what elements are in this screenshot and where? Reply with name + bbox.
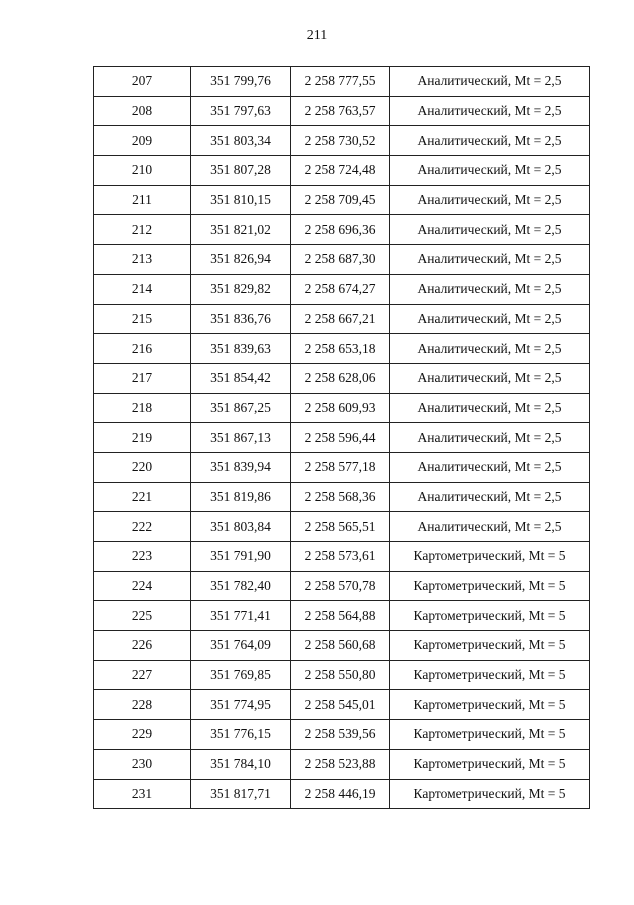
table-row	[94, 631, 590, 661]
y-coordinate-cell: 2 258 596,44	[291, 423, 390, 453]
y-coordinate-cell: 2 258 573,61	[291, 542, 390, 572]
table-row	[94, 363, 590, 393]
method-cell: Картометрический, Mt = 5	[390, 601, 590, 631]
method-cell: Аналитический, Mt = 2,5	[390, 393, 590, 423]
page-number: 211	[306, 28, 328, 43]
method-cell: Аналитический, Mt = 2,5	[390, 67, 590, 97]
point-number-cell: 225	[94, 601, 191, 631]
point-number-cell: 208	[94, 96, 191, 126]
y-coordinate-cell: 2 258 577,18	[291, 452, 390, 482]
x-coordinate-cell: 351 839,94	[191, 452, 291, 482]
x-coordinate-cell: 351 867,13	[191, 423, 291, 453]
x-coordinate-cell: 351 803,84	[191, 512, 291, 542]
y-coordinate-cell: 2 258 709,45	[291, 185, 390, 215]
y-coordinate-cell: 2 258 560,68	[291, 631, 390, 661]
method-cell: Аналитический, Mt = 2,5	[390, 96, 590, 126]
x-coordinate-cell: 351 819,86	[191, 482, 291, 512]
x-coordinate-cell: 351 836,76	[191, 304, 291, 334]
point-number-cell: 224	[94, 571, 191, 601]
method-cell: Картометрический, Mt = 5	[390, 631, 590, 661]
method-cell: Аналитический, Mt = 2,5	[390, 156, 590, 186]
x-coordinate-cell: 351 854,42	[191, 363, 291, 393]
y-coordinate-cell: 2 258 570,78	[291, 571, 390, 601]
method-cell: Аналитический, Mt = 2,5	[390, 126, 590, 156]
x-coordinate-cell: 351 769,85	[191, 660, 291, 690]
x-coordinate-cell: 351 839,63	[191, 334, 291, 364]
method-cell: Картометрический, Mt = 5	[390, 690, 590, 720]
y-coordinate-cell: 2 258 564,88	[291, 601, 390, 631]
method-cell: Аналитический, Mt = 2,5	[390, 482, 590, 512]
table-row	[94, 215, 590, 245]
y-coordinate-cell: 2 258 609,93	[291, 393, 390, 423]
table-row	[94, 423, 590, 453]
x-coordinate-cell: 351 797,63	[191, 96, 291, 126]
y-coordinate-cell: 2 258 550,80	[291, 660, 390, 690]
point-number-cell: 230	[94, 749, 191, 779]
x-coordinate-cell: 351 810,15	[191, 185, 291, 215]
x-coordinate-cell: 351 784,10	[191, 749, 291, 779]
method-cell: Картометрический, Mt = 5	[390, 571, 590, 601]
method-cell: Аналитический, Mt = 2,5	[390, 423, 590, 453]
y-coordinate-cell: 2 258 687,30	[291, 245, 390, 275]
table-row	[94, 245, 590, 275]
table-row	[94, 660, 590, 690]
point-number-cell: 217	[94, 363, 191, 393]
y-coordinate-cell: 2 258 446,19	[291, 779, 390, 809]
x-coordinate-cell: 351 764,09	[191, 631, 291, 661]
point-number-cell: 216	[94, 334, 191, 364]
table-row	[94, 482, 590, 512]
table-row	[94, 720, 590, 750]
method-cell: Аналитический, Mt = 2,5	[390, 334, 590, 364]
table-row	[94, 393, 590, 423]
point-number-cell: 221	[94, 482, 191, 512]
point-number-cell: 213	[94, 245, 191, 275]
table-row	[94, 779, 590, 809]
x-coordinate-cell: 351 817,71	[191, 779, 291, 809]
y-coordinate-cell: 2 258 674,27	[291, 274, 390, 304]
coordinates-table-body	[94, 67, 590, 809]
table-row	[94, 452, 590, 482]
method-cell: Аналитический, Mt = 2,5	[390, 512, 590, 542]
point-number-cell: 219	[94, 423, 191, 453]
y-coordinate-cell: 2 258 763,57	[291, 96, 390, 126]
x-coordinate-cell: 351 803,34	[191, 126, 291, 156]
y-coordinate-cell: 2 258 545,01	[291, 690, 390, 720]
x-coordinate-cell: 351 829,82	[191, 274, 291, 304]
x-coordinate-cell: 351 791,90	[191, 542, 291, 572]
table-row	[94, 690, 590, 720]
point-number-cell: 229	[94, 720, 191, 750]
table-row	[94, 542, 590, 572]
point-number-cell: 210	[94, 156, 191, 186]
point-number-cell: 227	[94, 660, 191, 690]
table-row	[94, 185, 590, 215]
point-number-cell: 226	[94, 631, 191, 661]
table-row	[94, 749, 590, 779]
method-cell: Картометрический, Mt = 5	[390, 660, 590, 690]
table-row	[94, 601, 590, 631]
x-coordinate-cell: 351 821,02	[191, 215, 291, 245]
method-cell: Картометрический, Mt = 5	[390, 779, 590, 809]
y-coordinate-cell: 2 258 730,52	[291, 126, 390, 156]
point-number-cell: 231	[94, 779, 191, 809]
y-coordinate-cell: 2 258 777,55	[291, 67, 390, 97]
x-coordinate-cell: 351 776,15	[191, 720, 291, 750]
point-number-cell: 212	[94, 215, 191, 245]
y-coordinate-cell: 2 258 724,48	[291, 156, 390, 186]
y-coordinate-cell: 2 258 568,36	[291, 482, 390, 512]
table-row	[94, 156, 590, 186]
point-number-cell: 211	[94, 185, 191, 215]
method-cell: Картометрический, Mt = 5	[390, 749, 590, 779]
x-coordinate-cell: 351 771,41	[191, 601, 291, 631]
x-coordinate-cell: 351 826,94	[191, 245, 291, 275]
point-number-cell: 209	[94, 126, 191, 156]
y-coordinate-cell: 2 258 667,21	[291, 304, 390, 334]
point-number-cell: 218	[94, 393, 191, 423]
method-cell: Аналитический, Mt = 2,5	[390, 363, 590, 393]
point-number-cell: 215	[94, 304, 191, 334]
table-row	[94, 571, 590, 601]
method-cell: Аналитический, Mt = 2,5	[390, 215, 590, 245]
table-row	[94, 304, 590, 334]
y-coordinate-cell: 2 258 523,88	[291, 749, 390, 779]
table-row	[94, 96, 590, 126]
point-number-cell: 228	[94, 690, 191, 720]
coordinates-table	[93, 66, 590, 809]
y-coordinate-cell: 2 258 653,18	[291, 334, 390, 364]
table-row	[94, 126, 590, 156]
y-coordinate-cell: 2 258 539,56	[291, 720, 390, 750]
method-cell: Картометрический, Mt = 5	[390, 542, 590, 572]
method-cell: Аналитический, Mt = 2,5	[390, 185, 590, 215]
point-number-cell: 223	[94, 542, 191, 572]
point-number-cell: 222	[94, 512, 191, 542]
point-number-cell: 220	[94, 452, 191, 482]
x-coordinate-cell: 351 807,28	[191, 156, 291, 186]
y-coordinate-cell: 2 258 696,36	[291, 215, 390, 245]
y-coordinate-cell: 2 258 628,06	[291, 363, 390, 393]
method-cell: Аналитический, Mt = 2,5	[390, 304, 590, 334]
point-number-cell: 214	[94, 274, 191, 304]
table-row	[94, 274, 590, 304]
x-coordinate-cell: 351 782,40	[191, 571, 291, 601]
x-coordinate-cell: 351 867,25	[191, 393, 291, 423]
x-coordinate-cell: 351 799,76	[191, 67, 291, 97]
table-row	[94, 67, 590, 97]
table-row	[94, 512, 590, 542]
method-cell: Картометрический, Mt = 5	[390, 720, 590, 750]
method-cell: Аналитический, Mt = 2,5	[390, 452, 590, 482]
table-row	[94, 334, 590, 364]
method-cell: Аналитический, Mt = 2,5	[390, 274, 590, 304]
point-number-cell: 207	[94, 67, 191, 97]
y-coordinate-cell: 2 258 565,51	[291, 512, 390, 542]
method-cell: Аналитический, Mt = 2,5	[390, 245, 590, 275]
x-coordinate-cell: 351 774,95	[191, 690, 291, 720]
